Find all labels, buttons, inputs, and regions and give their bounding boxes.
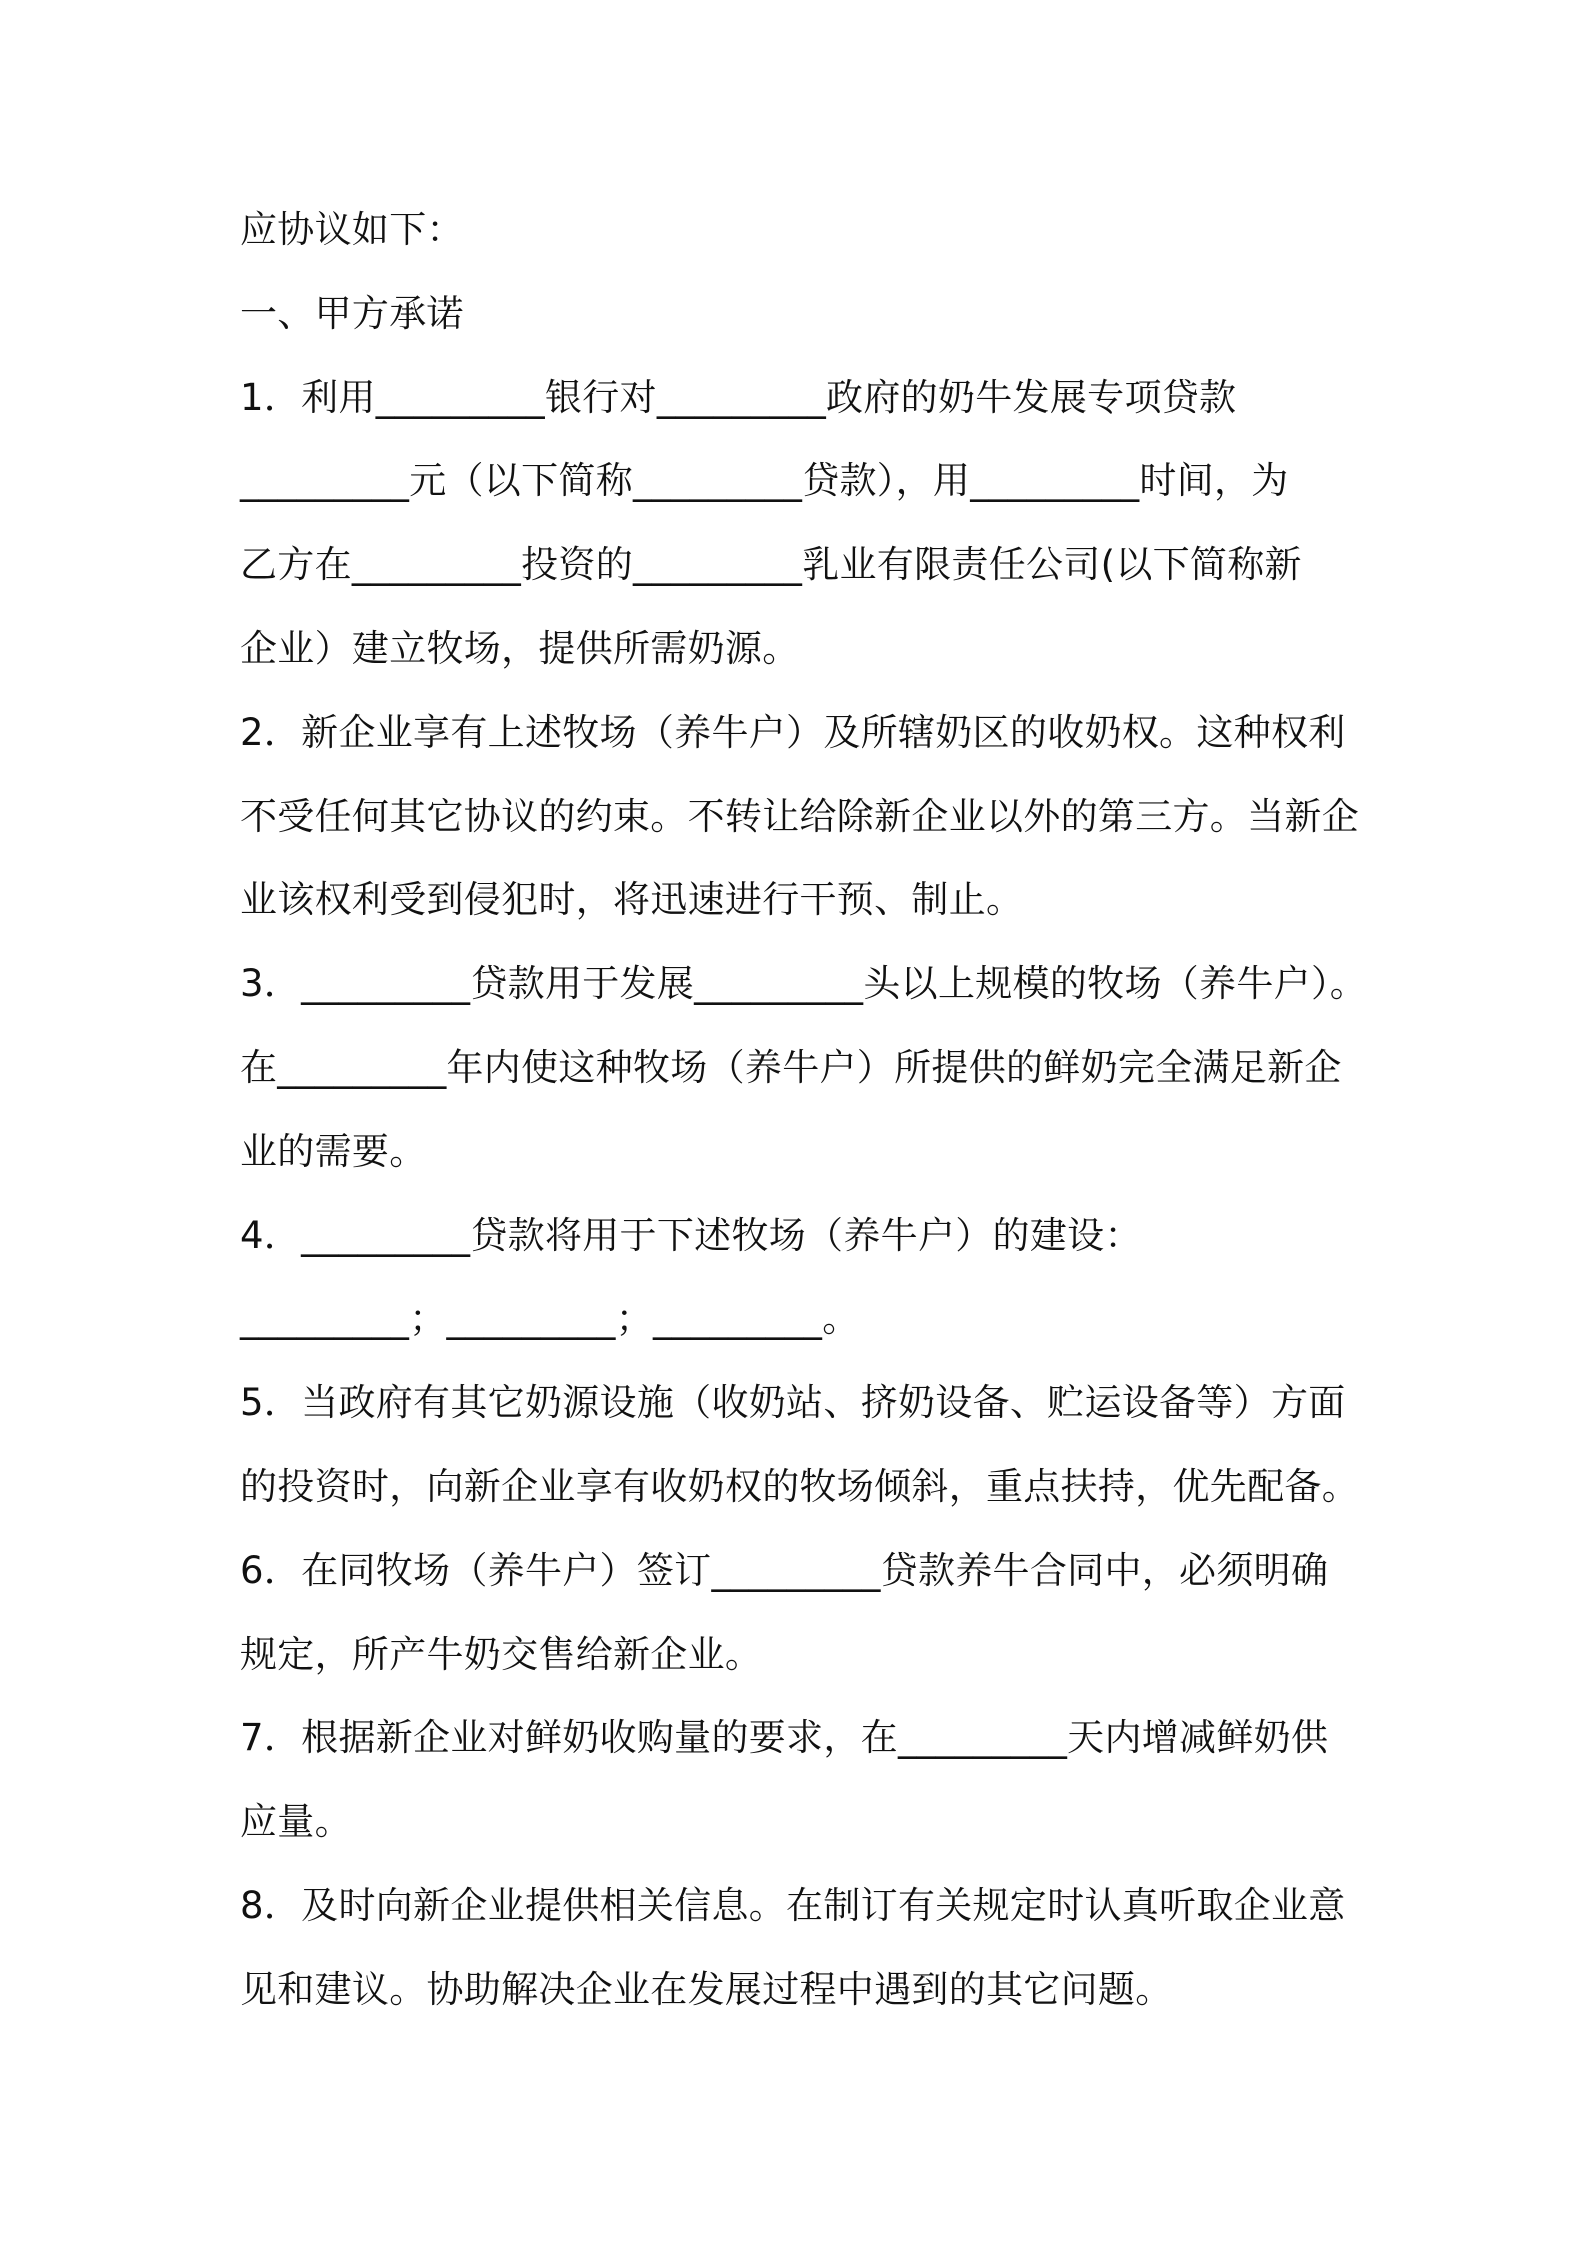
text-line: 8．及时向新企业提供相关信息。在制订有关规定时认真听取企业意 (240, 1884, 1346, 1927)
document-page (240, 0, 1368, 2244)
text-line: 4．_________贷款将用于下述牧场（养牛户）的建设： (240, 1214, 1142, 1257)
text-line: 见和建议。协助解决企业在发展过程中遇到的其它问题。 (240, 1968, 1173, 2011)
text-line: _________；_________；_________。 (240, 1297, 860, 1340)
text-line: 3．_________贷款用于发展_________头以上规模的牧场（养牛户）。 (240, 962, 1368, 1005)
text-line: 规定，所产牛奶交售给新企业。 (240, 1633, 763, 1676)
text-line: 的投资时，向新企业享有收奶权的牧场倾斜，重点扶持，优先配备。 (240, 1465, 1359, 1508)
text-line: 2．新企业享有上述牧场（养牛户）及所辖奶区的收奶权。这种权利 (240, 711, 1346, 754)
text-line: 业该权利受到侵犯时，将迅速进行干预、制止。 (240, 878, 1024, 921)
text-line: _________元（以下简称_________贷款），用_________时间，为 (240, 459, 1289, 502)
text-line: 7．根据新企业对鲜奶收购量的要求，在_________天内增减鲜奶供 (240, 1716, 1329, 1759)
text-line: 1．利用_________银行对_________政府的奶牛发展专项贷款 (240, 376, 1237, 419)
text-line: 5．当政府有其它奶源设施（收奶站、挤奶设备、贮运设备等）方面 (240, 1381, 1346, 1424)
text-line: 不受任何其它协议的约束。不转让给除新企业以外的第三方。当新企 (240, 795, 1359, 838)
text-line: 6．在同牧场（养牛户）签订_________贷款养牛合同中，必须明确 (240, 1549, 1329, 1592)
text-line: 应量。 (240, 1800, 352, 1843)
text-line: 企业）建立牧场，提供所需奶源。 (240, 627, 800, 670)
section-heading: 一、甲方承诺 (240, 292, 464, 335)
text-line: 应协议如下： (240, 208, 464, 251)
text-line: 在_________年内使这种牧场（养牛户）所提供的鲜奶完全满足新企 (240, 1046, 1342, 1089)
text-line: 业的需要。 (240, 1130, 427, 1173)
text-line: 乙方在_________投资的_________乳业有限责任公司(以下简称新 (240, 543, 1302, 586)
